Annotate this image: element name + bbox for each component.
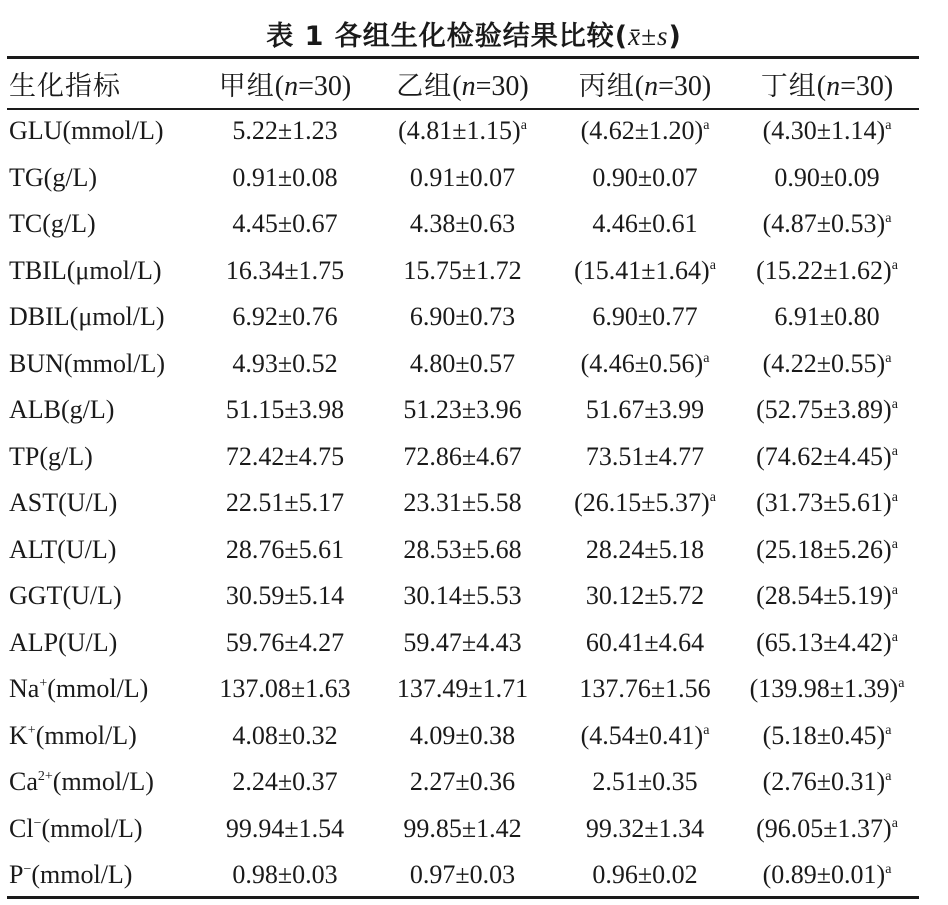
- value-cell: [370, 666, 555, 713]
- indicator-label: [7, 294, 200, 341]
- value-text: (2.76±0.31): [762, 767, 886, 797]
- value-text: 72.42±4.75: [225, 441, 345, 471]
- value-text: (4.54±0.41): [580, 720, 704, 750]
- value-cell: [370, 573, 555, 620]
- indicator-unit: (mmol/L): [41, 813, 143, 843]
- value-text: 4.38±0.63: [409, 209, 516, 239]
- indicator-unit: (mmol/L): [62, 116, 164, 146]
- value-text: 6.90±0.77: [592, 302, 698, 332]
- value-text: 137.76±1.56: [579, 674, 711, 704]
- value-text: 2.51±0.35: [592, 767, 698, 797]
- indicator-label: [7, 527, 200, 574]
- value-cell: [370, 759, 555, 806]
- indicator-name: ALP: [9, 627, 59, 657]
- value-text: 22.51±5.17: [225, 488, 345, 518]
- value-text: (25.18±5.26): [756, 534, 892, 564]
- value-cell: [555, 294, 735, 341]
- indicator-label: [7, 713, 200, 760]
- header-group-2: 乙组(n=30): [396, 71, 529, 102]
- indicator-unit: (μmol/L): [69, 302, 165, 332]
- value-cell: [200, 108, 370, 155]
- indicator-unit: (μmol/L): [66, 255, 162, 285]
- value-cell: [555, 759, 735, 806]
- n-symbol: n: [826, 71, 841, 102]
- value-text: 0.91±0.08: [232, 162, 338, 192]
- indicator-name: Ca: [9, 767, 38, 797]
- value-cell: [200, 248, 370, 295]
- table-row: [7, 480, 919, 527]
- value-cell: [370, 713, 555, 760]
- value-cell: [200, 155, 370, 202]
- value-cell: [370, 480, 555, 527]
- indicator-name: GGT: [9, 581, 63, 611]
- table-row: [7, 713, 919, 760]
- table-row: [7, 759, 919, 806]
- indicator-charge: 2+: [37, 769, 53, 785]
- value-text: 30.12±5.72: [585, 581, 705, 611]
- value-text: 28.53±5.68: [403, 534, 522, 564]
- results-table: [7, 59, 919, 899]
- value-text: 72.86±4.67: [403, 441, 522, 471]
- value-text: 5.22±1.23: [232, 116, 338, 146]
- header-row: [7, 59, 919, 108]
- value-cell: [200, 294, 370, 341]
- group-name: 丙组: [578, 71, 635, 102]
- value-cell: [370, 248, 555, 295]
- indicator-name: ALT: [9, 534, 58, 564]
- value-cell: [200, 573, 370, 620]
- table-row: [7, 573, 919, 620]
- value-text: (4.30±1.14): [762, 116, 886, 146]
- n-value: =30: [298, 71, 342, 102]
- value-text: 6.92±0.76: [232, 302, 338, 332]
- value-cell: [735, 713, 919, 760]
- indicator-name: K: [9, 720, 28, 750]
- value-cell: [200, 852, 370, 899]
- significance-mark: a: [898, 676, 905, 692]
- value-text: 6.91±0.80: [774, 302, 880, 332]
- significance-mark: a: [885, 769, 892, 785]
- value-text: 51.23±3.96: [403, 395, 522, 425]
- indicator-label: [7, 806, 200, 853]
- value-cell: [735, 294, 919, 341]
- indicator-label: [7, 480, 200, 527]
- value-text: 4.46±0.61: [592, 209, 698, 239]
- value-cell: [370, 294, 555, 341]
- value-cell: [200, 759, 370, 806]
- value-cell: [735, 341, 919, 388]
- value-cell: [200, 387, 370, 434]
- value-cell: [555, 434, 735, 481]
- group-name: 乙组: [396, 71, 453, 102]
- table-row: [7, 108, 919, 155]
- indicator-unit: (U/L): [58, 627, 118, 657]
- value-cell: [555, 341, 735, 388]
- value-cell: [370, 341, 555, 388]
- value-text: (139.98±1.39): [749, 674, 899, 704]
- group-name: 丁组: [760, 71, 817, 102]
- value-cell: [555, 201, 735, 248]
- significance-mark: a: [885, 350, 892, 366]
- value-cell: [370, 201, 555, 248]
- indicator-name: ALB: [9, 395, 61, 425]
- value-cell: [735, 852, 919, 899]
- indicator-label: [7, 573, 200, 620]
- table-row: [7, 341, 919, 388]
- indicator-unit: (U/L): [58, 488, 118, 518]
- value-text: 0.97±0.03: [409, 860, 516, 890]
- value-cell: [735, 806, 919, 853]
- table-title-prefix: 表 1 各组生化检验结果比较(: [266, 21, 629, 52]
- value-cell: [200, 201, 370, 248]
- value-text: 59.76±4.27: [225, 627, 345, 657]
- value-text: 0.90±0.09: [774, 162, 880, 192]
- value-text: 28.24±5.18: [585, 534, 705, 564]
- significance-mark: a: [709, 490, 716, 506]
- indicator-unit: (U/L): [62, 581, 122, 611]
- indicator-label: [7, 620, 200, 667]
- value-cell: [370, 387, 555, 434]
- value-cell: [735, 108, 919, 155]
- header-group-1: 甲组(n=30): [218, 71, 352, 102]
- value-cell: [370, 620, 555, 667]
- indicator-charge: −: [23, 862, 32, 878]
- significance-mark: a: [891, 629, 898, 645]
- indicator-name: TP: [9, 441, 40, 471]
- value-text: 16.34±1.75: [225, 255, 345, 285]
- indicator-label: [7, 666, 200, 713]
- value-cell: [555, 248, 735, 295]
- value-cell: [555, 527, 735, 574]
- significance-mark: a: [891, 443, 898, 459]
- indicator-label: [7, 341, 200, 388]
- value-cell: [555, 155, 735, 202]
- significance-mark: a: [885, 211, 892, 227]
- significance-mark: a: [703, 118, 710, 134]
- indicator-label: [7, 759, 200, 806]
- indicator-unit: (g/L): [39, 441, 93, 471]
- value-text: 0.90±0.07: [592, 162, 698, 192]
- value-text: 51.67±3.99: [585, 395, 705, 425]
- indicator-name: BUN: [9, 348, 64, 378]
- table-row: [7, 155, 919, 202]
- significance-mark: a: [891, 257, 898, 273]
- value-cell: [735, 201, 919, 248]
- value-text: 99.94±1.54: [225, 813, 345, 843]
- value-cell: [370, 434, 555, 481]
- significance-mark: a: [891, 397, 898, 413]
- value-cell: [735, 387, 919, 434]
- value-cell: [735, 155, 919, 202]
- table-row: [7, 666, 919, 713]
- indicator-unit: (g/L): [42, 209, 96, 239]
- indicator-unit: (mmol/L): [35, 720, 137, 750]
- indicator-unit: (mmol/L): [47, 674, 149, 704]
- significance-mark: a: [891, 583, 898, 599]
- value-text: (26.15±5.37): [574, 488, 710, 518]
- value-cell: [555, 666, 735, 713]
- value-text: (4.62±1.20): [580, 116, 704, 146]
- table-title: [0, 14, 948, 53]
- n-symbol: n: [284, 71, 299, 102]
- significance-mark: a: [891, 815, 898, 831]
- indicator-label: [7, 434, 200, 481]
- value-text: 2.27±0.36: [409, 767, 516, 797]
- value-cell: [200, 666, 370, 713]
- value-text: 73.51±4.77: [585, 441, 705, 471]
- indicator-charge: +: [39, 676, 48, 692]
- value-text: 137.49±1.71: [396, 674, 529, 704]
- value-text: 15.75±1.72: [403, 255, 522, 285]
- value-cell: [200, 620, 370, 667]
- value-text: (65.13±4.42): [756, 627, 892, 657]
- value-text: (74.62±4.45): [756, 441, 892, 471]
- indicator-charge: −: [33, 815, 42, 831]
- value-text: (4.22±0.55): [762, 348, 886, 378]
- table-row: [7, 294, 919, 341]
- significance-mark: a: [885, 722, 892, 738]
- value-cell: [370, 527, 555, 574]
- value-cell: [200, 480, 370, 527]
- value-text: (15.41±1.64): [574, 255, 710, 285]
- value-text: (4.81±1.15): [398, 116, 521, 146]
- value-cell: [200, 713, 370, 760]
- indicator-charge: +: [27, 722, 36, 738]
- value-cell: [735, 527, 919, 574]
- value-text: 28.76±5.61: [225, 534, 345, 564]
- value-text: (0.89±0.01): [762, 860, 886, 890]
- significance-mark: a: [520, 118, 527, 134]
- table-row: [7, 852, 919, 899]
- value-text: (4.46±0.56): [580, 348, 704, 378]
- n-symbol: n: [461, 71, 476, 102]
- value-text: 2.24±0.37: [232, 767, 338, 797]
- value-cell: [555, 480, 735, 527]
- value-text: 59.47±4.43: [403, 627, 522, 657]
- value-cell: [200, 434, 370, 481]
- value-text: (52.75±3.89): [756, 395, 892, 425]
- indicator-name: TBIL: [9, 255, 67, 285]
- indicator-unit: (mmol/L): [63, 348, 165, 378]
- group-name: 甲组: [218, 71, 275, 102]
- significance-mark: a: [885, 862, 892, 878]
- indicator-label: [7, 155, 200, 202]
- value-cell: [370, 108, 555, 155]
- indicator-label: [7, 852, 200, 899]
- value-cell: [735, 666, 919, 713]
- table-row: [7, 387, 919, 434]
- value-cell: [735, 248, 919, 295]
- value-text: 4.09±0.38: [409, 720, 516, 750]
- value-text: (28.54±5.19): [756, 581, 892, 611]
- value-cell: [200, 527, 370, 574]
- indicator-name: Cl: [9, 813, 34, 843]
- table-row: [7, 201, 919, 248]
- value-cell: [735, 759, 919, 806]
- n-symbol: n: [644, 71, 659, 102]
- value-cell: [370, 155, 555, 202]
- value-text: 51.15±3.98: [225, 395, 345, 425]
- value-text: (5.18±0.45): [762, 720, 886, 750]
- significance-mark: a: [709, 257, 716, 273]
- value-text: 23.31±5.58: [403, 488, 522, 518]
- value-text: (31.73±5.61): [756, 488, 892, 518]
- indicator-name: P: [9, 860, 24, 890]
- value-cell: [370, 852, 555, 899]
- indicator-label: [7, 201, 200, 248]
- indicator-unit: (g/L): [43, 162, 98, 192]
- value-text: 60.41±4.64: [585, 627, 705, 657]
- table-title-stat: x̄±s: [628, 21, 669, 51]
- value-cell: [555, 852, 735, 899]
- header-group-3: 丙组(n=30): [578, 71, 712, 102]
- value-cell: [555, 620, 735, 667]
- indicator-name: AST: [9, 488, 59, 518]
- indicator-name: TC: [9, 209, 43, 239]
- value-cell: [555, 806, 735, 853]
- table-title-suffix: ): [668, 21, 682, 52]
- indicator-unit: (g/L): [61, 395, 115, 425]
- value-cell: [200, 806, 370, 853]
- value-text: 30.14±5.53: [403, 581, 522, 611]
- table-row: [7, 620, 919, 667]
- value-cell: [370, 806, 555, 853]
- value-text: 99.85±1.42: [403, 813, 522, 843]
- significance-mark: a: [891, 536, 898, 552]
- table-row: [7, 248, 919, 295]
- value-cell: [735, 434, 919, 481]
- value-text: 0.98±0.03: [232, 860, 338, 890]
- significance-mark: a: [703, 350, 710, 366]
- n-value: =30: [658, 71, 702, 102]
- indicator-unit: (mmol/L): [31, 860, 133, 890]
- indicator-unit: (U/L): [57, 534, 117, 564]
- value-text: 4.08±0.32: [232, 720, 338, 750]
- table-row: [7, 527, 919, 574]
- indicator-name: TG: [9, 162, 44, 192]
- significance-mark: a: [703, 722, 710, 738]
- value-cell: [555, 387, 735, 434]
- value-cell: [735, 480, 919, 527]
- table-body: [7, 108, 919, 899]
- value-text: (15.22±1.62): [756, 255, 892, 285]
- indicator-label: [7, 387, 200, 434]
- n-value: =30: [840, 71, 884, 102]
- value-text: (96.05±1.37): [756, 813, 892, 843]
- value-cell: [555, 573, 735, 620]
- value-text: 30.59±5.14: [225, 581, 345, 611]
- value-cell: [555, 108, 735, 155]
- significance-mark: a: [885, 118, 892, 134]
- value-text: 99.32±1.34: [585, 813, 705, 843]
- value-cell: [735, 620, 919, 667]
- significance-mark: a: [891, 490, 898, 506]
- value-text: 137.08±1.63: [219, 674, 351, 704]
- value-text: 4.45±0.67: [232, 209, 338, 239]
- table-row: [7, 806, 919, 853]
- value-text: 4.93±0.52: [232, 348, 338, 378]
- value-text: (4.87±0.53): [762, 209, 886, 239]
- value-text: 0.96±0.02: [592, 860, 698, 890]
- value-cell: [555, 713, 735, 760]
- value-text: 0.91±0.07: [409, 162, 516, 192]
- table-row: [7, 434, 919, 481]
- n-value: =30: [475, 71, 520, 102]
- indicator-name: DBIL: [9, 302, 70, 332]
- indicator-name: Na: [9, 674, 40, 704]
- value-text: 4.80±0.57: [409, 348, 516, 378]
- indicator-label: [7, 248, 200, 295]
- header-group-4: 丁组(n=30): [760, 71, 894, 102]
- indicator-name: GLU: [9, 116, 63, 146]
- indicator-label: [7, 108, 200, 155]
- indicator-unit: (mmol/L): [52, 767, 154, 797]
- value-text: 6.90±0.73: [409, 302, 516, 332]
- header-indicator: 生化指标: [9, 71, 121, 102]
- value-cell: [200, 341, 370, 388]
- value-cell: [735, 573, 919, 620]
